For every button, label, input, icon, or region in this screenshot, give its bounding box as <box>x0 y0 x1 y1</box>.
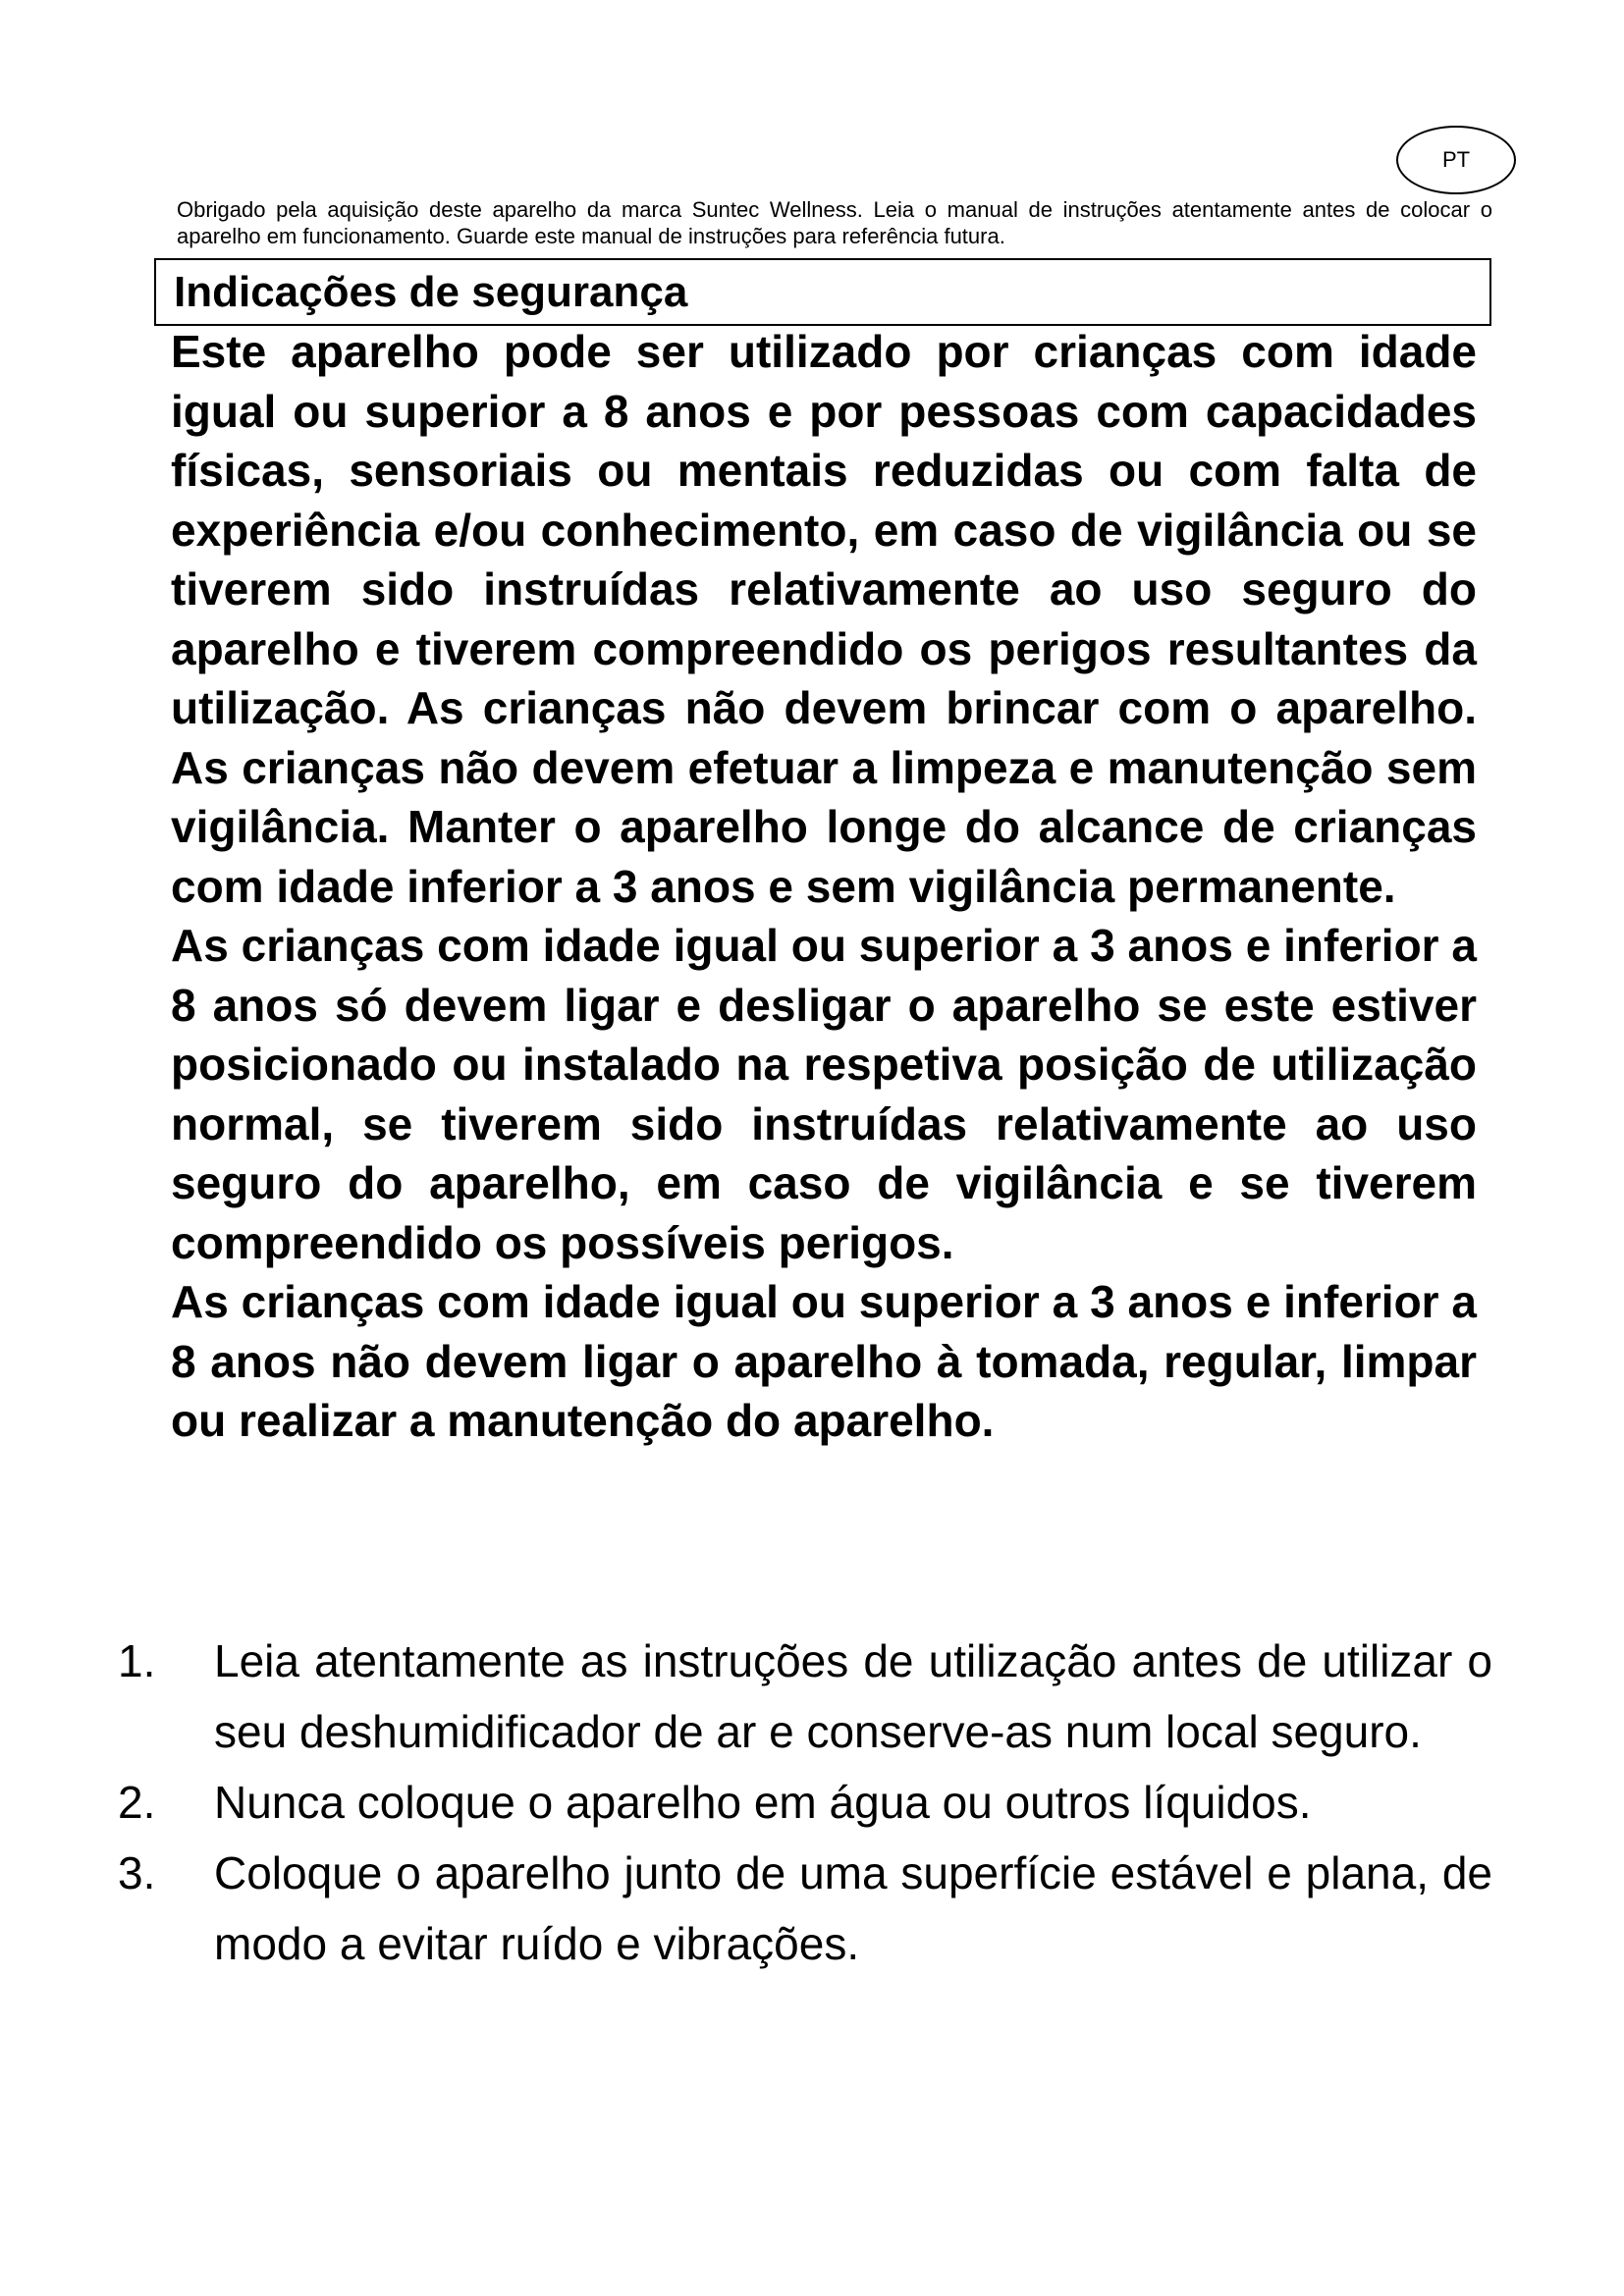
intro-text: Obrigado pela aquisição deste aparelho da marca Suntec Wellness. Leia o manual de instruções atentamente antes de colocar o aparelho em funcionamento. Guarde este manual de instruções para referência futura. <box>177 197 1492 248</box>
list-number: 3. <box>118 1847 156 1898</box>
section-title: Indicações de segurança <box>174 267 688 316</box>
safety-paragraph: As crianças com idade igual ou superior a 3 anos e inferior a 8 anos só devem ligar e desligar o aparelho se este estiver posicionado ou instalado na respetiva posição de utilização normal, se tiverem sido instruídas relativamente ao uso seguro do aparelho, em caso de vigilância e se tiverem compreendido os possíveis perigos. <box>171 920 1477 1268</box>
safety-instructions <box>171 322 1477 1451</box>
safety-paragraph: As crianças com idade igual ou superior a 3 anos e inferior a 8 anos não devem ligar o aparelho à tomada, regular, limpar ou realizar a manutenção do aparelho. <box>171 1276 1477 1446</box>
list-item <box>118 1838 1492 1979</box>
list-item <box>118 1626 1492 1767</box>
numbered-instructions <box>118 1626 1492 1979</box>
section-header-box <box>154 258 1491 326</box>
list-item-text: Coloque o aparelho junto de uma superfície estável e plana, de modo a evitar ruído e vibrações. <box>214 1847 1492 1969</box>
list-number: 2. <box>118 1777 156 1828</box>
language-badge: PT <box>1396 126 1516 194</box>
list-item-text: Leia atentamente as instruções de utilização antes de utilizar o seu deshumidificador de ar e conserve-as num local seguro. <box>214 1635 1492 1757</box>
list-item-text: Nunca coloque o aparelho em água ou outros líquidos. <box>214 1777 1312 1828</box>
safety-paragraph: Este aparelho pode ser utilizado por crianças com idade igual ou superior a 8 anos e por pessoas com capacidades físicas, sensoriais ou mentais reduzidas ou com falta de experiência e/ou conhecimento, em caso de vigilância ou se tiverem sido instruídas relativamente ao uso seguro do aparelho e tiverem compreendido os perigos resultantes da utilização. As crianças não devem brincar com o aparelho. As crianças não devem efetuar a limpeza e manutenção sem vigilância. Manter o aparelho longe do alcance de crianças com idade inferior a 3 anos e sem vigilância permanente. <box>171 326 1477 912</box>
list-number: 1. <box>118 1635 156 1686</box>
list-item <box>118 1767 1492 1838</box>
